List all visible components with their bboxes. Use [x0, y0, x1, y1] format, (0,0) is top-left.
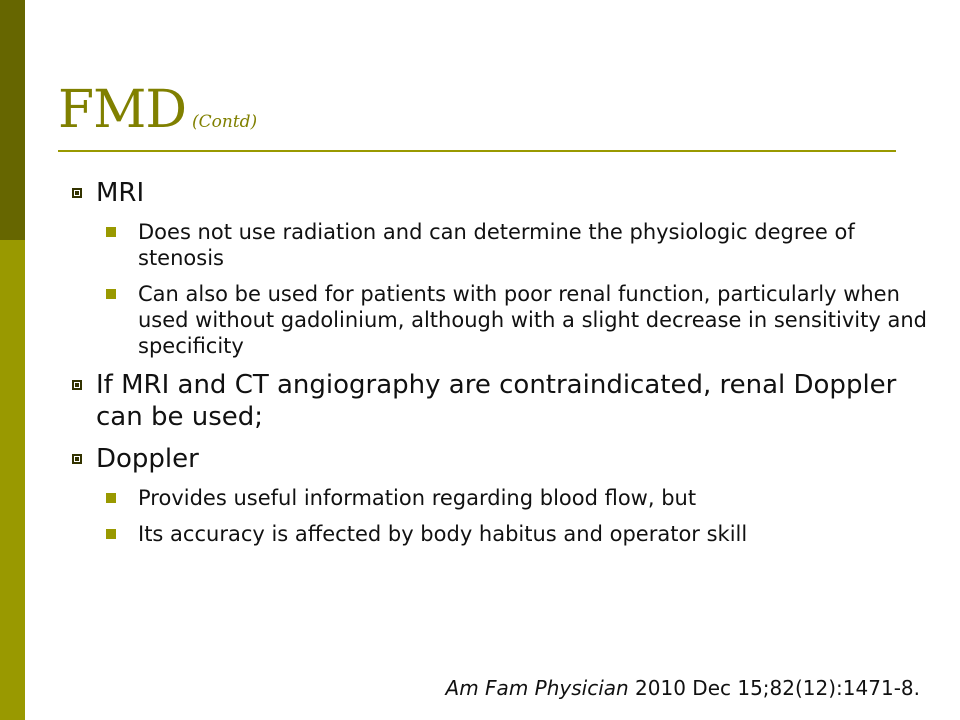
square-bullet-icon — [106, 289, 116, 299]
sub-bullet-text: Its accuracy is affected by body habitus and operator skill — [138, 522, 748, 546]
sub-bullet — [138, 485, 930, 511]
slide-title-area — [58, 80, 257, 140]
bullet-text: MRI — [96, 178, 145, 208]
square-bullet-icon — [72, 380, 82, 390]
slide-title: FMD — [58, 80, 187, 140]
sub-bullet — [138, 219, 930, 271]
bullet-text: Doppler — [96, 444, 199, 474]
citation — [446, 676, 920, 700]
bullet-doppler — [70, 443, 930, 475]
square-bullet-icon — [106, 529, 116, 539]
title-divider — [58, 150, 896, 152]
slide-subtitle: (Contd) — [192, 112, 258, 132]
square-bullet-icon — [106, 493, 116, 503]
sub-bullet-text: Provides useful information regarding blood flow, but — [138, 486, 697, 510]
slide-body — [70, 177, 930, 557]
citation-journal: Am Fam Physician — [445, 676, 629, 700]
bullet-mri — [70, 177, 930, 209]
sub-bullet — [138, 281, 930, 359]
sub-bullet-text: Can also be used for patients with poor renal function, particularly when used without gadolinium, although with a slight decrease in sensitivity and specificity — [138, 282, 927, 358]
square-bullet-icon — [72, 188, 82, 198]
sidebar-accent-light — [0, 240, 25, 720]
sub-bullet — [138, 521, 930, 547]
square-bullet-icon — [106, 227, 116, 237]
bullet-contraindicated — [70, 369, 930, 433]
square-bullet-icon — [72, 454, 82, 464]
bullet-text: If MRI and CT angiography are contraindicated, renal Doppler can be used; — [96, 370, 897, 432]
citation-details: 2010 Dec 15;82(12):1471-8. — [628, 676, 920, 700]
sidebar-accent-dark — [0, 0, 25, 240]
sub-bullet-text: Does not use radiation and can determine the physiologic degree of stenosis — [138, 220, 855, 270]
